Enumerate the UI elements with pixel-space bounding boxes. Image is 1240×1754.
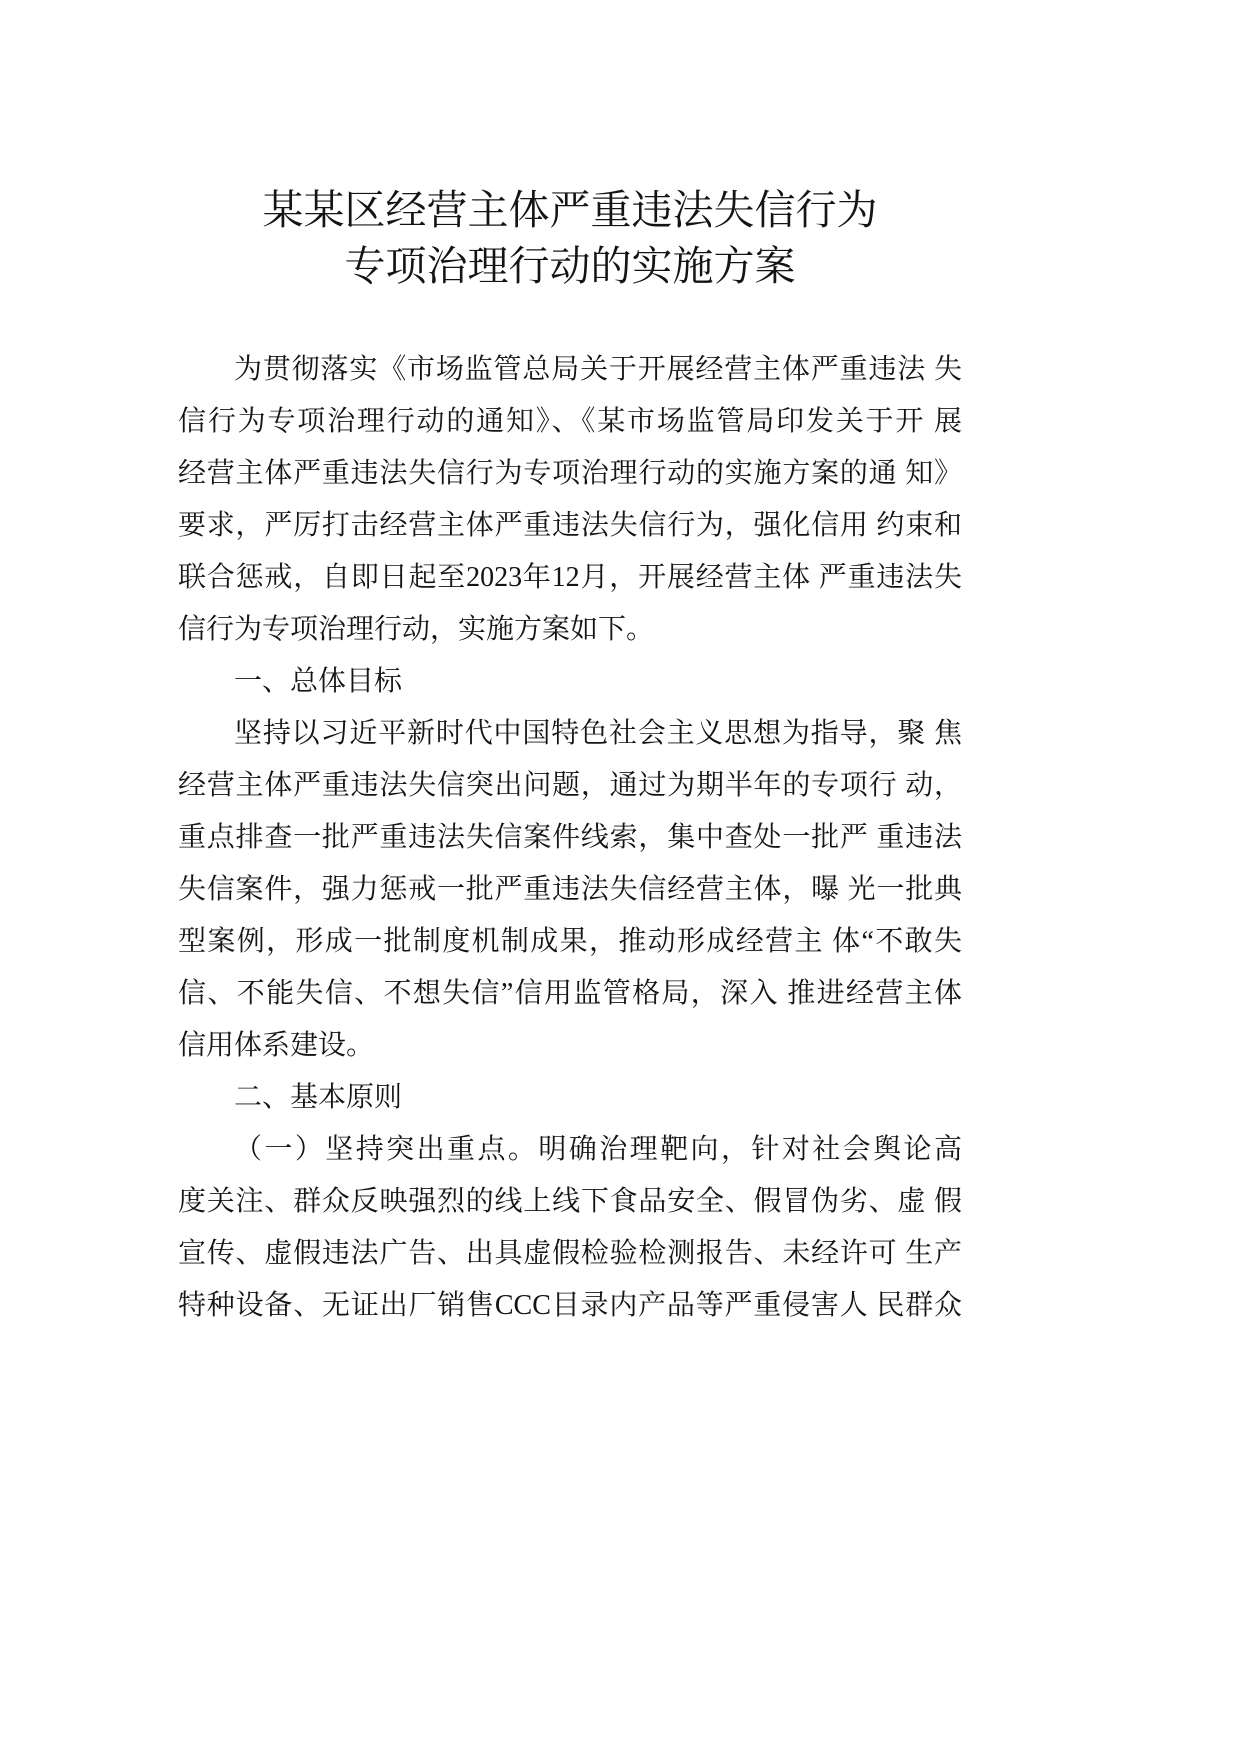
document-title <box>178 182 962 294</box>
intro-paragraph <box>178 344 962 656</box>
paragraph-line: 信行为专项治理行动，实施方案如下。 <box>178 614 655 645</box>
paragraph-line: 为贯彻落实《市场监管总局关于开展经营主体严重违法 失 <box>234 354 962 385</box>
paragraph-line: 经营主体严重违法失信突出问题，通过为期半年的专项行 动， <box>178 770 962 801</box>
title-line-2: 专项治理行动的实施方案 <box>344 243 796 289</box>
basic-principles-paragraph <box>178 1124 962 1332</box>
paragraph-line: 失信案件，强力惩戒一批严重违法失信经营主体，曝 光一批典 <box>178 874 962 905</box>
paragraph-line: 要求，严厉打击经营主体严重违法失信行为，强化信用 约束和 <box>178 510 962 541</box>
paragraph-line: 特种设备、无证出厂销售CCC目录内产品等严重侵害人 民群众 <box>178 1290 962 1321</box>
paragraph-line: （一）坚持突出重点。明确治理靶向，针对社会舆论高 <box>234 1134 962 1165</box>
overall-goal-paragraph <box>178 708 962 1072</box>
section-heading-basic-principles: 二、基本原则 <box>234 1082 403 1113</box>
paragraph-line: 信、不能失信、不想失信”信用监管格局，深入 推进经营主体 <box>178 978 962 1009</box>
title-line-1: 某某区经营主体严重违法失信行为 <box>262 187 878 233</box>
paragraph-line: 宣传、虚假违法广告、出具虚假检验检测报告、未经许可 生产 <box>178 1238 962 1269</box>
paragraph-line: 联合惩戒，自即日起至2023年12月，开展经营主体 严重违法失 <box>178 562 962 593</box>
section-heading-overall-goal: 一、总体目标 <box>234 666 403 697</box>
document-body <box>178 344 962 1332</box>
paragraph-line: 信用体系建设。 <box>178 1030 375 1061</box>
paragraph-line: 重点排查一批严重违法失信案件线索，集中查处一批严 重违法 <box>178 822 962 853</box>
paragraph-line: 信行为专项治理行动的通知》、《某市场监管局印发关于开 展 <box>178 406 962 437</box>
paragraph-line: 度关注、群众反映强烈的线上线下食品安全、假冒伪劣、虚 假 <box>178 1186 962 1217</box>
paragraph-line: 经营主体严重违法失信行为专项治理行动的实施方案的通 知》 <box>178 458 962 489</box>
paragraph-line: 坚持以习近平新时代中国特色社会主义思想为指导，聚 焦 <box>234 718 962 749</box>
paragraph-line: 型案例，形成一批制度机制成果，推动形成经营主 体“不敢失 <box>178 926 962 957</box>
